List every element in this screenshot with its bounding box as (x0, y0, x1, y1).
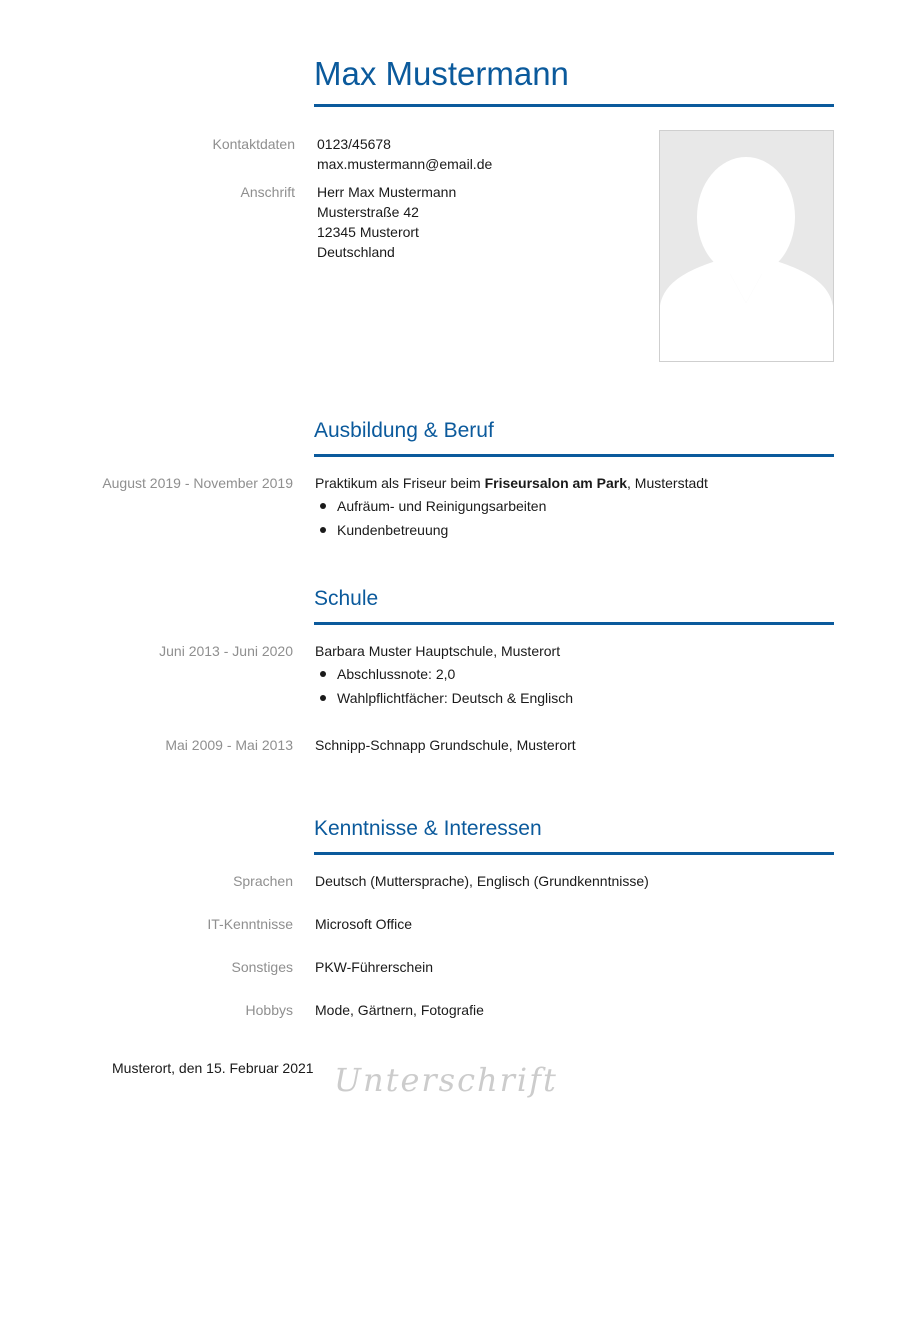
skill-label: IT-Kenntnisse (207, 916, 293, 932)
section-title-education-career: Ausbildung & Beruf (314, 419, 494, 442)
section-title-skills: Kenntnisse & Interessen (314, 817, 542, 840)
skill-value: Microsoft Office (315, 916, 412, 932)
skill-label: Sprachen (233, 873, 293, 889)
address-line: Musterstraße 42 (317, 204, 419, 220)
address-line: Herr Max Mustermann (317, 184, 457, 200)
bullet-dot-icon (320, 503, 326, 509)
person-silhouette-icon (660, 131, 833, 361)
section-divider (314, 454, 834, 457)
list-item: Abschlussnote: 2,0 (315, 662, 573, 686)
list-item: Kundenbetreuung (315, 518, 546, 542)
entry-employer: Friseursalon am Park (484, 475, 627, 491)
entry-bullet-list (315, 662, 573, 710)
entry-period: Mai 2009 - Mai 2013 (165, 737, 293, 753)
entry-description (315, 473, 708, 493)
address-line: Deutschland (317, 244, 395, 260)
title-divider (314, 104, 834, 107)
entry-period: Juni 2013 - Juni 2020 (159, 643, 293, 659)
skill-value: PKW-Führerschein (315, 959, 434, 975)
skill-value: Mode, Gärtnern, Fotografie (315, 1002, 484, 1018)
section-divider (314, 622, 834, 625)
entry-description: Barbara Muster Hauptschule, Musterort (315, 643, 561, 659)
profile-photo (659, 130, 834, 362)
contact-phone: 0123/45678 (317, 136, 391, 152)
bullet-dot-icon (320, 527, 326, 533)
contact-label: Kontaktdaten (212, 136, 295, 152)
entry-bullet-list (315, 494, 546, 542)
skill-value: Deutsch (Muttersprache), Englisch (Grundkenntnisse) (315, 873, 649, 889)
bullet-dot-icon (320, 695, 326, 701)
page-title: Max Mustermann (314, 55, 569, 92)
entry-period: August 2019 - November 2019 (102, 475, 293, 491)
entry-text-suffix: , Musterstadt (627, 475, 708, 491)
section-title-school: Schule (314, 587, 379, 610)
address-line: 12345 Musterort (317, 224, 419, 240)
skill-label: Hobbys (245, 1002, 293, 1018)
place-date: Musterort, den 15. Februar 2021 (112, 1060, 314, 1076)
contact-email: max.mustermann@email.de (317, 156, 493, 172)
entry-description: Schnipp-Schnapp Grundschule, Musterort (315, 737, 576, 753)
signature: Unterschrift (334, 1061, 558, 1099)
list-item: Aufräum- und Reinigungsarbeiten (315, 494, 546, 518)
list-item: Wahlpflichtfächer: Deutsch & Englisch (315, 686, 573, 710)
entry-text-prefix: Praktikum als Friseur beim (315, 475, 485, 491)
address-label: Anschrift (240, 184, 295, 200)
skill-label: Sonstiges (231, 959, 293, 975)
bullet-dot-icon (320, 671, 326, 677)
section-divider (314, 852, 834, 855)
